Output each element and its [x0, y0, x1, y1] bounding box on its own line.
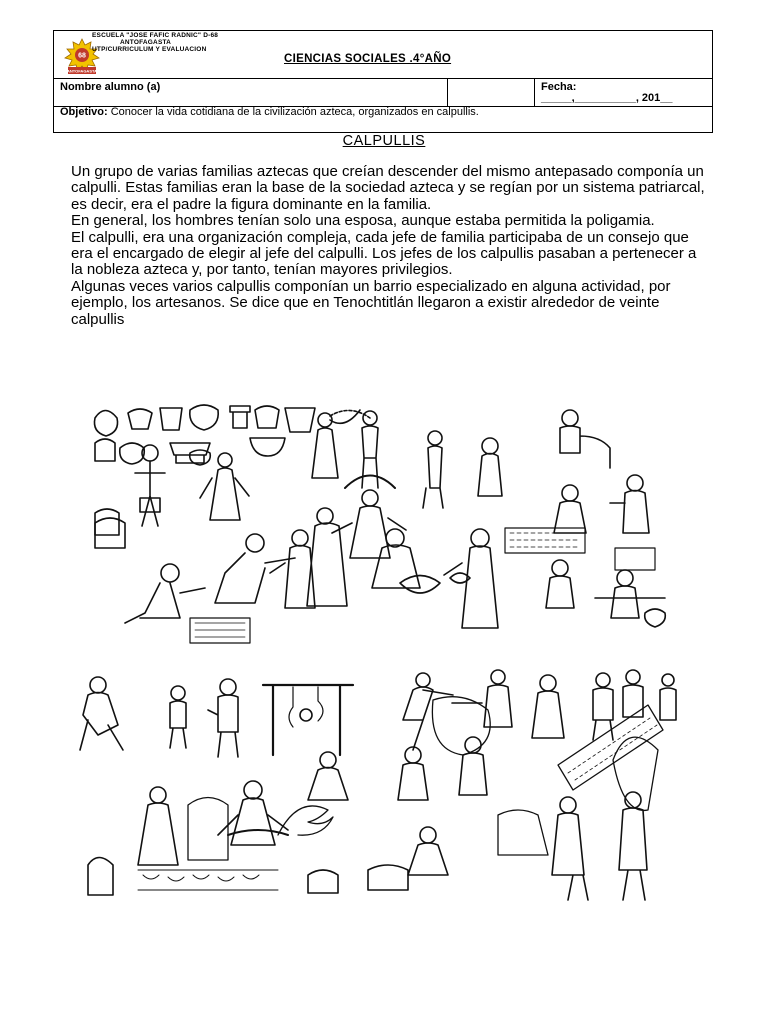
aztec-artisans-illustration [78, 665, 678, 910]
header-table [53, 30, 713, 133]
school-name-block [92, 32, 218, 53]
logo-caption: ANTOFAGASTA [66, 68, 98, 74]
objective-label: Objetivo: [60, 106, 108, 118]
artisans-figures-icon [80, 670, 676, 900]
blank-cell [448, 78, 535, 106]
objective-text: Conocer la vida cotidiana de la civilización azteca, organizados en calpullis. [107, 106, 479, 118]
logo-number: 68 [78, 52, 86, 60]
pottery-icon [94, 405, 315, 535]
date-cell[interactable] [535, 78, 714, 106]
objective-row [54, 106, 712, 133]
course-title: CIENCIAS SOCIALES .4°AÑO [284, 53, 452, 65]
paragraph-2: En general, los hombres tenían solo una esposa, aunque estaba permitida la poligamia. [71, 212, 655, 230]
school-line-name: ESCUELA "JOSE FAFIC RADNIC" D-68 [92, 32, 219, 39]
paragraph-1: Un grupo de varias familias aztecas que creían descender del mismo antepasado componía un calpulli. Estas familias eran la base de la sociedad azteca y se regían por un sistema patriarcal, es decir, era el padre la figura dominante en la familia. [71, 163, 705, 213]
header-row-student [54, 78, 712, 107]
school-logo-cell [54, 31, 240, 78]
document-title: CALPULLIS [342, 133, 426, 149]
student-name-cell[interactable] [54, 78, 448, 106]
header-row-school [54, 31, 712, 79]
aztec-figures-icon [95, 410, 665, 643]
date-label: Fecha: [541, 81, 577, 93]
school-line-city: ANTOFAGASTA [120, 39, 172, 46]
student-name-label: Nombre alumno (a) [60, 81, 161, 93]
date-blank: _____,__________, 201__ [541, 92, 673, 104]
school-line-dept: UTP/CURRICULUM Y EVALUACION [92, 46, 207, 53]
paragraph-4: Algunas veces varios calpullis componían un barrio especializado en alguna actividad, por ejemplo, los artesanos. Se dice que en Tenochtitlán llegaron a existir alrededor de veinte calpullis [71, 277, 671, 328]
aztec-market-illustration [90, 398, 670, 648]
document-body [71, 164, 711, 328]
paragraph-3: El calpulli, era una organización compleja, cada jefe de familia participaba de un consejo que era el encargado de elegir al jefe del calpulli. Los jefes de los calpullis pasaban a pertenecer a la nobleza azteca y, por tanto, tenían mayores privilegios. [71, 228, 697, 279]
